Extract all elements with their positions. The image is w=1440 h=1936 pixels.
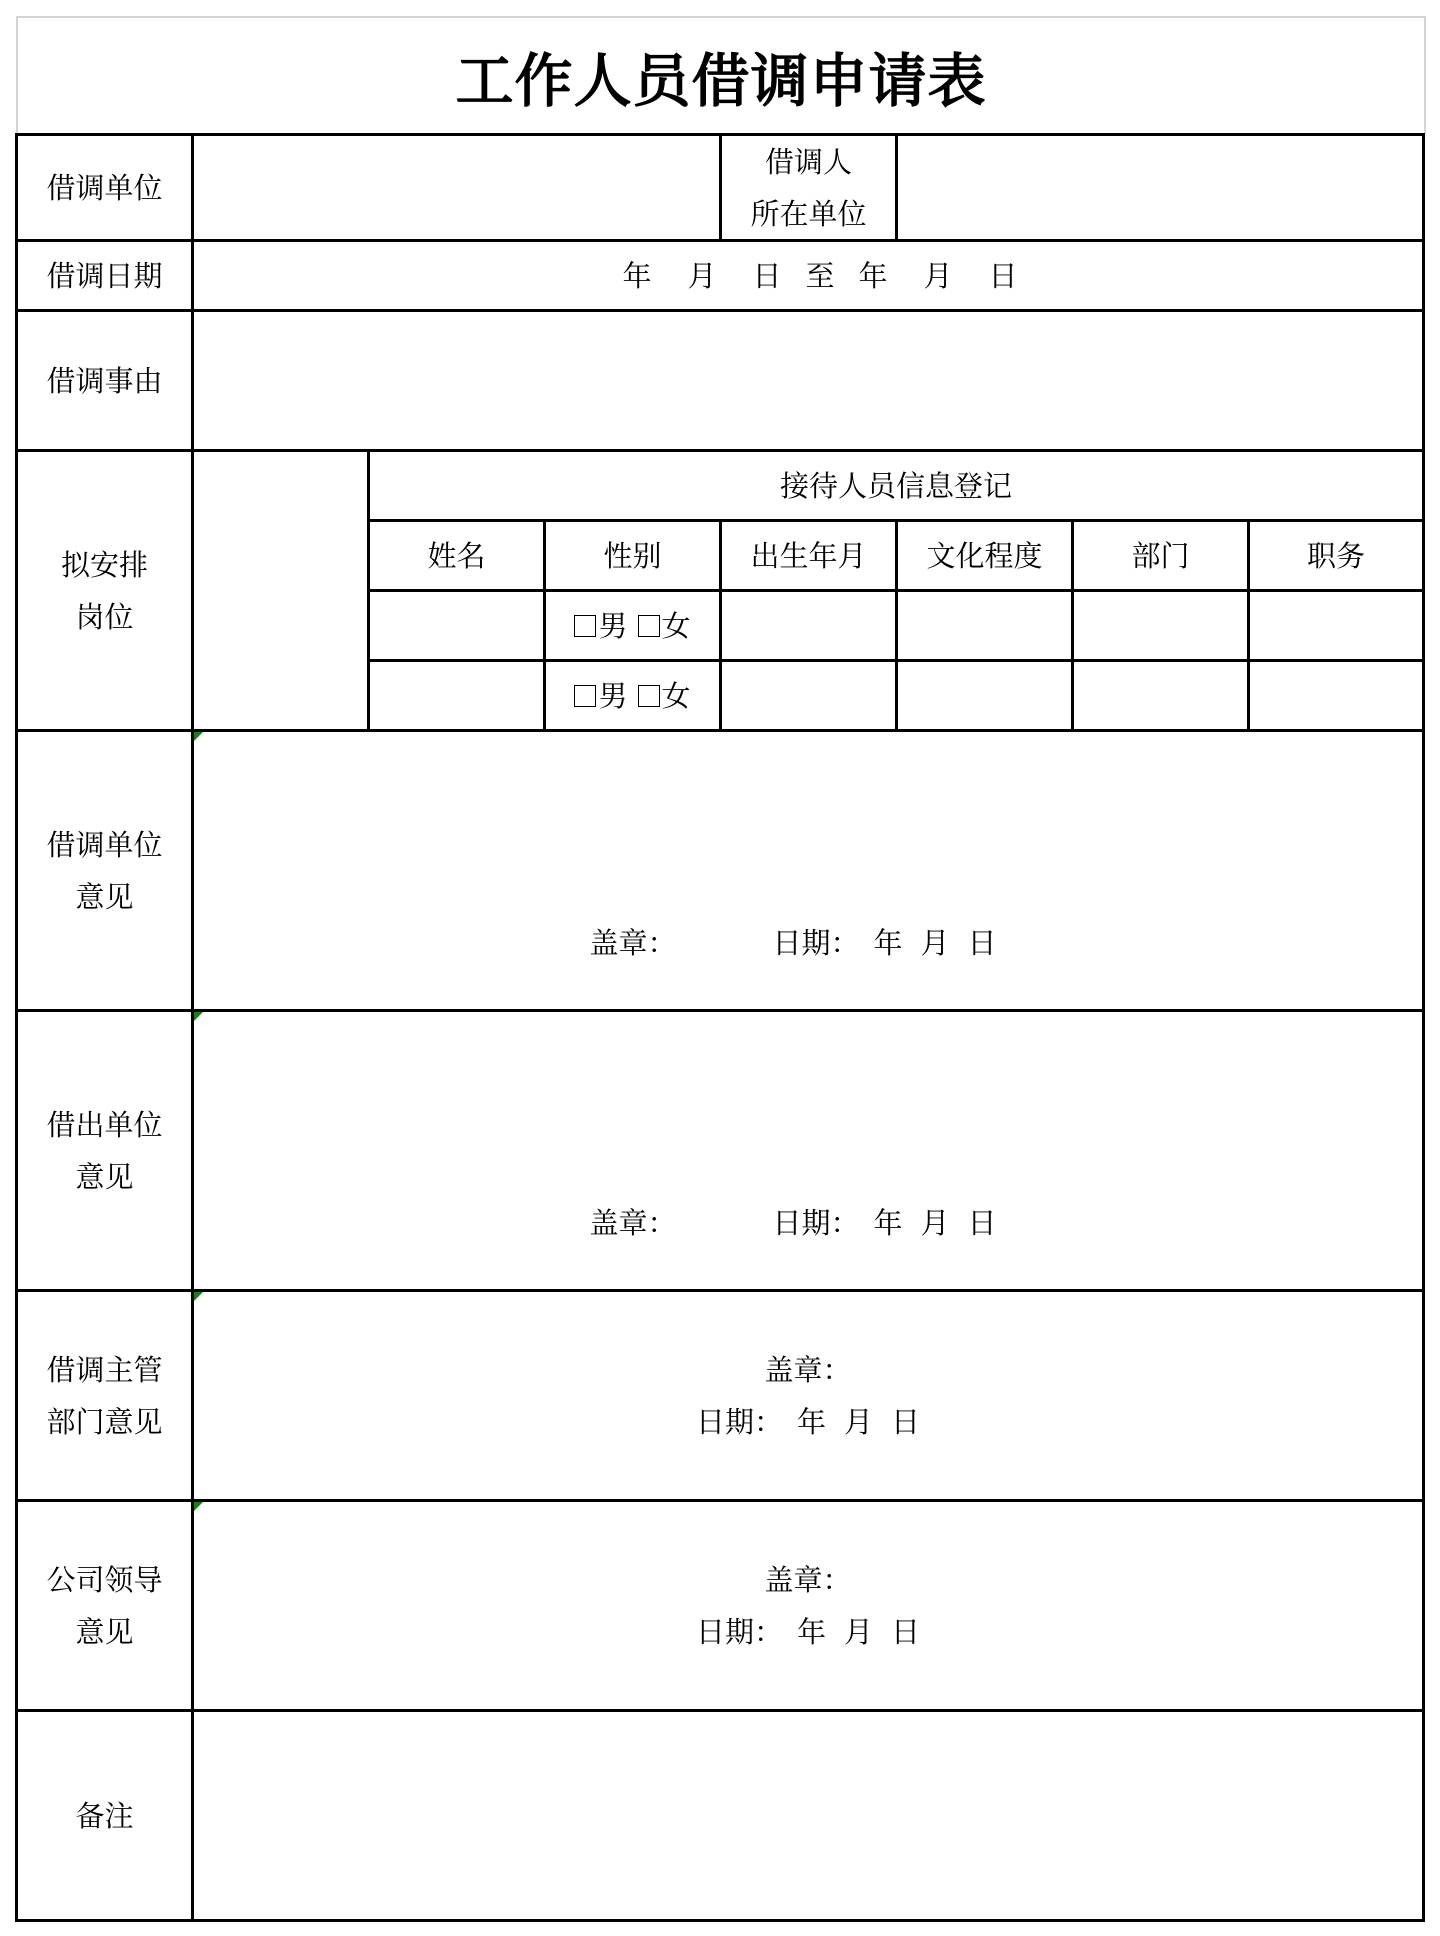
label-line-1: 借调主管 — [46, 1352, 163, 1387]
reception-department-input[interactable] — [1074, 592, 1247, 659]
header-text: 姓名 — [427, 538, 486, 573]
label-line-2: 岗位 — [75, 599, 134, 634]
label-line-2: 意见 — [75, 1159, 134, 1194]
seal-label: 盖章： — [589, 926, 677, 960]
title-area — [16, 16, 1426, 134]
label-line-1: 借调人 — [764, 144, 852, 179]
supervisor-opinion-label — [18, 1292, 191, 1499]
lending-unit-opinion-label — [18, 1012, 191, 1289]
seal-label: 盖章： — [589, 1206, 677, 1240]
lending-unit-opinion-input[interactable] — [194, 1012, 1422, 1289]
year-label: 年 — [796, 1614, 826, 1649]
reception-education-input[interactable] — [898, 662, 1071, 729]
date-label: 日期： — [772, 926, 860, 960]
label-line-1: 借出单位 — [46, 1107, 163, 1142]
borrow-reason-input[interactable] — [194, 312, 1422, 449]
leader-opinion-input[interactable] — [194, 1502, 1422, 1709]
reception-position-input[interactable] — [1250, 662, 1422, 729]
seal-label: 盖章： — [764, 1562, 852, 1597]
cell-comment-flag-icon — [194, 1292, 203, 1301]
column-header-name — [370, 522, 543, 589]
leader-opinion-label — [18, 1502, 191, 1709]
label-text: 借调事由 — [46, 363, 163, 398]
seal-label: 盖章： — [764, 1352, 852, 1387]
reception-birth-input[interactable] — [722, 592, 895, 659]
date-label: 日期： — [772, 1206, 860, 1240]
date-line — [696, 1396, 920, 1448]
form-title: 工作人员借调申请表 — [455, 47, 987, 115]
section-title-text: 接待人员信息登记 — [779, 468, 1012, 503]
borrow-period-input[interactable] — [194, 242, 1422, 309]
column-header-birth — [722, 522, 895, 589]
day-label: 日 — [967, 1206, 997, 1240]
reception-gender-choice — [546, 592, 719, 659]
planned-position-label — [18, 452, 191, 729]
reception-info-title — [370, 452, 1422, 519]
borrowing-unit-input[interactable] — [194, 136, 719, 239]
borrow-reason-label — [18, 312, 191, 449]
male-label: 男 — [598, 678, 628, 713]
supervisor-opinion-input[interactable] — [194, 1292, 1422, 1499]
reception-education-input[interactable] — [898, 592, 1071, 659]
year-label: 年 — [873, 926, 903, 960]
start-year-label: 年 — [622, 258, 652, 293]
label-line-1: 拟安排 — [60, 547, 148, 582]
cell-comment-flag-icon — [194, 1502, 203, 1511]
reception-birth-input[interactable] — [722, 662, 895, 729]
remarks-input[interactable] — [194, 1712, 1422, 1919]
reception-department-input[interactable] — [1074, 662, 1247, 729]
seal-date-line — [589, 1197, 996, 1249]
borrow-period-label — [18, 242, 191, 309]
female-checkbox[interactable] — [638, 685, 660, 707]
borrowing-unit-opinion-input[interactable] — [194, 732, 1422, 1009]
label-text: 备注 — [75, 1798, 134, 1833]
month-label: 月 — [844, 1614, 874, 1649]
day-label: 日 — [967, 926, 997, 960]
header-text: 职务 — [1306, 538, 1365, 573]
planned-position-input[interactable] — [194, 452, 367, 729]
day-label: 日 — [891, 1404, 921, 1439]
label-line-2: 部门意见 — [46, 1404, 163, 1439]
column-header-education — [898, 522, 1071, 589]
female-label: 女 — [661, 608, 691, 643]
column-header-position — [1250, 522, 1422, 589]
remarks-label — [18, 1712, 191, 1919]
borrowing-unit-label — [18, 136, 191, 239]
female-checkbox[interactable] — [638, 615, 660, 637]
label-line-2: 意见 — [75, 1614, 134, 1649]
end-year-label: 年 — [858, 258, 888, 293]
label-line-2: 所在单位 — [750, 196, 867, 231]
header-text: 性别 — [603, 538, 662, 573]
label-line-1: 公司领导 — [46, 1562, 163, 1597]
label-text: 借调单位 — [46, 170, 163, 205]
end-month-label: 月 — [923, 258, 953, 293]
month-label: 月 — [844, 1404, 874, 1439]
reception-gender-choice — [546, 662, 719, 729]
cell-comment-flag-icon — [194, 732, 203, 741]
male-checkbox[interactable] — [574, 685, 596, 707]
start-day-label: 日 — [752, 258, 782, 293]
label-line-1: 借调单位 — [46, 827, 163, 862]
seal-date-line — [589, 917, 996, 969]
end-day-label: 日 — [988, 258, 1018, 293]
column-header-gender — [546, 522, 719, 589]
header-text: 出生年月 — [750, 538, 867, 573]
date-label: 日期： — [695, 1614, 783, 1649]
reception-name-input[interactable] — [370, 592, 543, 659]
label-text: 借调日期 — [46, 258, 163, 293]
to-label: 至 — [805, 258, 835, 293]
male-label: 男 — [598, 608, 628, 643]
column-header-department — [1074, 522, 1247, 589]
reception-position-input[interactable] — [1250, 592, 1422, 659]
borrowee-unit-input[interactable] — [898, 136, 1422, 239]
header-text: 部门 — [1131, 538, 1190, 573]
borrowee-unit-label — [722, 136, 895, 239]
reception-name-input[interactable] — [370, 662, 543, 729]
table-right-border — [1422, 133, 1425, 1922]
month-label: 月 — [920, 1206, 950, 1240]
table-bottom-border — [16, 1919, 1425, 1922]
start-month-label: 月 — [687, 258, 717, 293]
header-text: 文化程度 — [926, 538, 1043, 573]
day-label: 日 — [891, 1614, 921, 1649]
cell-comment-flag-icon — [194, 1012, 203, 1021]
year-label: 年 — [873, 1206, 903, 1240]
male-checkbox[interactable] — [574, 615, 596, 637]
date-line — [696, 1606, 920, 1658]
month-label: 月 — [920, 926, 950, 960]
female-label: 女 — [661, 678, 691, 713]
date-label: 日期： — [695, 1404, 783, 1439]
year-label: 年 — [796, 1404, 826, 1439]
borrowing-unit-opinion-label — [18, 732, 191, 1009]
label-line-2: 意见 — [75, 879, 134, 914]
